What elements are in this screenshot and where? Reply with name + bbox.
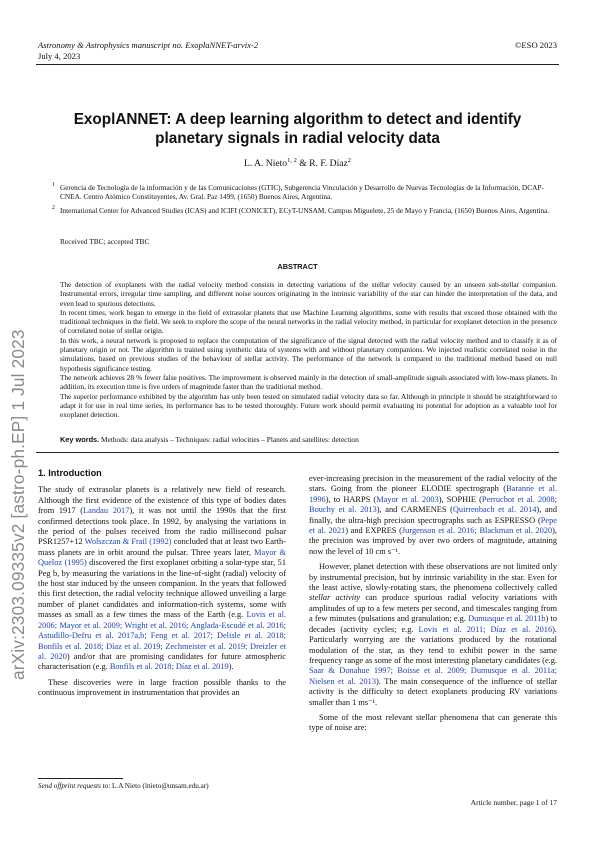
arxiv-id: arXiv:2303.09335v2 [astro-ph.EP] 1 Jul 2023: [8, 329, 28, 680]
paper-title: [40, 110, 555, 148]
text-run: ), it was not until the 1990s that the first confirmed detections took place. In 1992, by analysing the variations in the period of the pulses received from the radio millisecond pulsar PSR1257+12: [38, 506, 287, 547]
citation-link[interactable]: Mayor et al. 2003: [376, 494, 439, 504]
right-column: [309, 474, 557, 734]
keywords-text: Methods: data analysis – Techniques: radial velocities – Planets and satellites: detection: [101, 435, 359, 444]
keywords: [60, 435, 557, 444]
author-1: L. A. Nieto: [243, 158, 288, 170]
citation-link[interactable]: Dumusque et al. 2011b: [468, 614, 546, 624]
abstract: [60, 280, 557, 419]
citation-link[interactable]: Saar & Donahue 1997; Boisse et al. 2009; Dumusque et al. 2011a; Nielsen et al. 2013: [309, 666, 557, 686]
text-run: However, planet detection with these observations are not limited only by instrumental precision, but by intrinsic variability in the star. Even for the least active, slowly-rotating stars, the phenomena collectively called: [309, 562, 557, 593]
abstract-heading: ABSTRACT: [277, 262, 318, 271]
section-heading: 1. Introduction: [38, 468, 102, 478]
text-run: ), and finally, the ultra-high precision spectrographs such as ESPRESSO (: [309, 505, 557, 525]
title-line-2: planetary signals in radial velocity data: [155, 130, 440, 147]
header-date: July 4, 2023: [38, 50, 81, 61]
text-run: ) and EXPRES (: [345, 526, 402, 536]
text-run: ) to decades (activity cycles; e.g.: [309, 614, 558, 634]
emphasis: stellar activity: [309, 593, 361, 603]
affiliation-1: [52, 182, 557, 202]
received-line: Received TBC; accepted TBC: [60, 237, 150, 246]
text-run: ), SOPHIE (: [438, 494, 482, 504]
text-run: discovered the first exoplanet orbiting a solar-type star, 51 Peg b, by measuring the variations in the line-of-sight (radial) velocity of the host star induced by the unseen companion. In the years that followed this first detection, the radial velocity technique allowed unveiling a large number of planet candidates and information-rich systems, some with masses as small as a few times the mass of the Earth (e.g.: [38, 558, 286, 620]
affiliation-2: [52, 205, 557, 215]
text-run: ), to HARPS (: [325, 494, 377, 504]
intro-paragraph-1: [38, 485, 286, 672]
intro-paragraph-2-cont: [309, 474, 557, 557]
text-run: can produce spurious radial velocity variations with amplitudes of up to a few meters per second, and timescales ranging from a few minutes (pulsations and granulation; e.g.: [309, 593, 557, 624]
citation-link[interactable]: Mayor & Queloz (1995): [38, 547, 286, 568]
keywords-label: Key words.: [60, 435, 100, 444]
citation-link[interactable]: Lovis et al. 2011; Díaz et al. 2016: [418, 624, 553, 634]
citation-link[interactable]: Wolszczan & Frail (1992): [84, 537, 172, 547]
intro-paragraph-3: [309, 562, 557, 708]
title-line-1: ExoplANNET: A deep learning algorithm to detect and identify: [73, 111, 522, 128]
left-column: [38, 468, 286, 699]
copyright: ©ESO 2023: [514, 40, 557, 50]
intro-paragraph-4: Some of the most relevant stellar phenomena that can generate this type of noise are:: [309, 712, 557, 733]
text-run: ), the precision was improved by over two orders of magnitude, attaining now the level of 10 cm s⁻¹.: [309, 526, 557, 556]
abstract-paragraph: The detection of exoplanets with the radial velocity method consists in detecting variations of the stellar velocity caused by an unseen sub-stellar companion. Instrumental errors, irregular time sampling, and different noise sources originating in the intrinsic variability of the star can hinder the interpretation of the data, and even lead to spurious detections.: [60, 280, 557, 308]
abstract-paragraph: In this work, a neural network is proposed to replace the computation of the significance of the signal detected with the radial velocity method and to classify it as of planetary origin or not. The algorithm is trained using synthetic data of systems with and without planetary companions. We injected realistic correlated noise in the simulations, based on previous studies of the behaviour of stellar activity. The performance of the network is compared to the traditional method based on null hypothesis significance testing.: [60, 335, 557, 373]
abstract-paragraph: In recent times, work began to emerge in the field of extrasolar planets that use Machine Learning algorithms, some with results that exceed those obtained with the traditional techniques in the field. We seek to explore the scope of the neural networks in the radial velocity method, in particular for exoplanet detection in the presence of correlated noise of stellar origin.: [60, 307, 557, 336]
footnote-divider: [38, 778, 123, 779]
text-run: concluded that at least two Earth-mass planets are in orbit around the pulsar. Three years later,: [38, 537, 286, 557]
text-run: ever-increasing precision in the measurement of the radial velocity of the stars. Going from the pioneer ELODIE spectrograph (: [309, 474, 557, 494]
citation-link[interactable]: Landau 2017: [83, 506, 130, 516]
affiliation-number: 2: [52, 205, 55, 211]
affiliation-number: 1: [52, 182, 55, 188]
text-run: ), and CARMENES (: [376, 505, 453, 515]
arxiv-stamp: [8, 260, 30, 680]
citation-link[interactable]: Jurgenson et al. 2016; Blackman et al. 2020: [401, 526, 553, 536]
footnote: [38, 782, 209, 790]
author-2: R. F. Díaz: [309, 158, 348, 170]
abstract-paragraph: The network achieves 28 % fewer false positives. The improvement is observed mainly in the detection of small-amplitude signals associated with low-mass planets. In addition, its execution time is five orders of magnitude faster than the traditional method.: [60, 372, 557, 392]
citation-link[interactable]: Pepe et al. 2021: [309, 515, 557, 536]
citation-link[interactable]: Baranne et al. 1996: [309, 484, 557, 504]
author-2-affil: 2: [347, 157, 352, 164]
text-run: The study of extrasolar planets is a relatively new field of research. Although the first evidence of the existence of this type of bodies dates from 1917 (: [38, 485, 286, 516]
footnote-label: Send offprint requests to: [38, 782, 109, 790]
affiliation-text: International Center for Advanced Studies (ICAS) and ICIFI (CONICET), ECyT-UNSAM, Campus Miguelete, 25 de Mayo y Francia, (1650) Buenos Aires, Argentina.: [60, 206, 550, 215]
text-run: ).: [228, 662, 234, 672]
citation-link[interactable]: Lovis et al. 2006; Mayor et al. 2009; Wright et al. 2016; Anglada-Escudé et al. 2016; Astudillo-Defru et al. 2017a,b; Feng et al. 2017; Delisle et al. 2018; Bonfils et al. 2018; Díaz et al. 2019; Zechmeister et al. 2019; Dreizler et al. 2020: [38, 610, 286, 661]
citation-link[interactable]: Quirrenbach et al. 2014: [452, 505, 537, 515]
author-separator: &: [296, 158, 310, 170]
author-1-affil: 1, 2: [287, 157, 297, 164]
intro-paragraph-2: These discoveries were in large fraction possible thanks to the continuous improvement in instrumentation that provides an: [38, 677, 286, 698]
footnote-text: : L.A Nieto (lnieto@unsam.edu.ar): [108, 782, 209, 790]
abstract-paragraph: The superior performance exhibited by the algorithm has only been tested on simulated radial velocity data so far. Although in principle it should be straightforward to adapt it for use in real time series, its performance has to be tested thoroughly. Future work should permit evaluating its potential for adoption as a valuable tool for exoplanet detection.: [60, 391, 557, 420]
abstract-divider: [36, 452, 559, 453]
affiliation-text: Gerencia de Tecnología de la información y de las Comunicaciones (GTIC), Subgerencia Vinculación y Desarrollo de Nuevas Tecnologías de la Información, DCAP-CNEA. Centro Atómico Constituyentes, Av. Gral. Paz 1499, (1650) Buenos Aires, Argentina.: [60, 183, 544, 202]
citation-link[interactable]: Perruchot et al. 2008; Bouchy et al. 2013: [309, 494, 557, 515]
page-number: Article number, page 1 of 17: [470, 798, 557, 807]
running-header: [38, 40, 258, 61]
text-run: ). Particularly worrying are the variations produced by the rotational modulation of the star, as they tend to exhibit power in the same frequency range as some of the most interesting planetary candidates (e.g.: [309, 624, 557, 665]
text-run: ) and/or that are promising candidates for future atmospheric characterisation (e.g.: [38, 651, 286, 672]
header-divider: [36, 64, 559, 65]
text-run: ). The main consequence of the influence of stellar activity is the difficulty to detect exoplanets producing RV variations smaller than 1 ms⁻¹.: [309, 676, 558, 707]
citation-link[interactable]: Bonfils et al. 2018; Díaz et al. 2019: [109, 662, 229, 672]
journal-name: Astronomy & Astrophysics manuscript no. ExoplaNNET-arvix-2: [38, 40, 259, 50]
authors: [40, 157, 555, 169]
